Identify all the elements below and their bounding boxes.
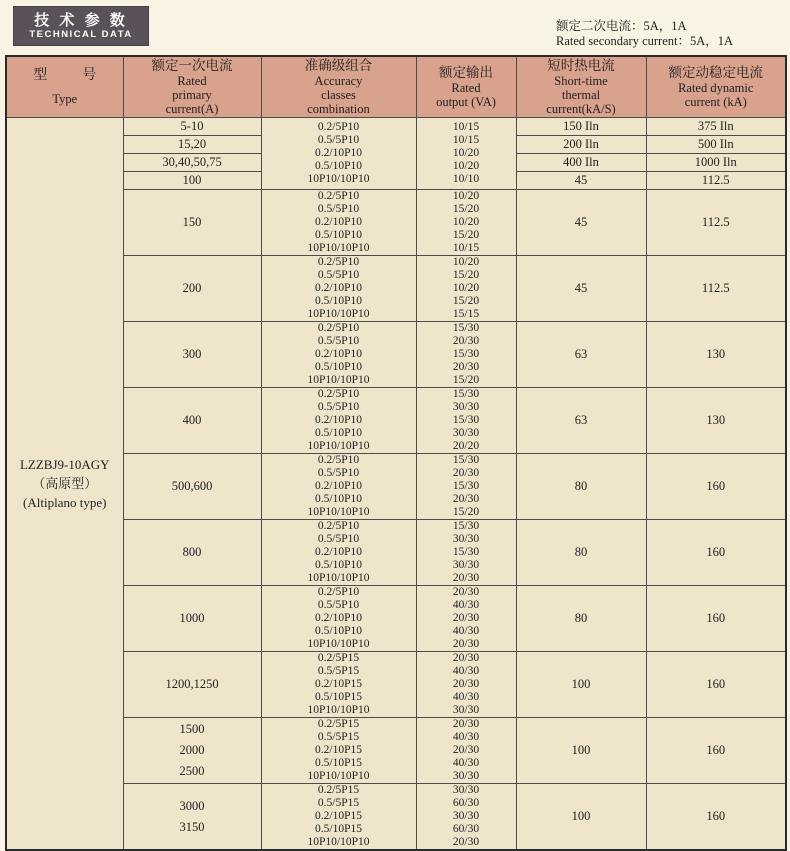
- accuracy-line: 10P10/10P10: [307, 572, 370, 584]
- thermal-current-cell: 45: [516, 172, 646, 190]
- output-line: 15/30: [452, 388, 480, 400]
- primary-line: 3150: [179, 819, 205, 834]
- primary-current-cell: [123, 322, 261, 388]
- accuracy-line: 0.2/10P15: [315, 810, 362, 822]
- dynamic-current-cell: 1000 Iln: [646, 154, 786, 172]
- primary-line: 150: [182, 215, 202, 229]
- header-line: current (kA): [684, 95, 747, 109]
- output-line: 30/30: [452, 559, 480, 571]
- table-row: [6, 454, 786, 520]
- output-line: 15/15: [452, 308, 480, 320]
- primary-current-cell: [123, 454, 261, 520]
- accuracy-line: 0.5/5P10: [317, 533, 360, 545]
- output-line: 20/30: [452, 744, 480, 756]
- type-line: LZZBJ9-10AGY: [19, 457, 110, 472]
- accuracy-line: 0.2/5P15: [317, 718, 360, 730]
- dynamic-current-cell: 375 Iln: [646, 118, 786, 136]
- primary-line: 400: [182, 413, 202, 427]
- col-header-accuracy-classes: [261, 56, 416, 118]
- output-line: 30/30: [452, 784, 480, 796]
- header-line: Accuracy: [314, 74, 363, 88]
- accuracy-line: 10P10/10P10: [307, 704, 370, 716]
- col-header-type-en: Type: [52, 92, 78, 106]
- accuracy-line: 0.2/5P15: [317, 784, 360, 796]
- thermal-current-cell: 80: [516, 454, 646, 520]
- primary-current-cell: [123, 520, 261, 586]
- output-line: 30/30: [452, 770, 480, 782]
- dynamic-current-cell: 160: [646, 586, 786, 652]
- output-cell: [416, 322, 516, 388]
- output-line: 20/30: [452, 335, 480, 347]
- type-line: （高原型）: [32, 476, 98, 491]
- output-line: 30/30: [452, 427, 480, 439]
- primary-current-cell: 100: [123, 172, 261, 190]
- thermal-current-cell: 63: [516, 322, 646, 388]
- accuracy-line: 0.2/5P15: [317, 652, 360, 664]
- primary-line: 500,600: [171, 479, 213, 493]
- accuracy-line: 0.2/10P10: [315, 414, 362, 426]
- table-row: [6, 322, 786, 388]
- output-line: 15/30: [452, 414, 480, 426]
- accuracy-line: 0.2/10P10: [315, 480, 362, 492]
- output-line: 10/15: [452, 134, 480, 146]
- primary-current-cell: [123, 586, 261, 652]
- header-line: 短时热电流: [547, 58, 615, 73]
- accuracy-line: 10P10/10P10: [307, 242, 370, 254]
- accuracy-line: 0.2/10P15: [315, 678, 362, 690]
- accuracy-line: 0.2/10P10: [315, 147, 362, 159]
- table-row: [6, 118, 786, 136]
- output-line: 15/30: [452, 480, 480, 492]
- primary-line: 800: [182, 545, 202, 559]
- output-line: 40/30: [452, 665, 480, 677]
- accuracy-line: 10P10/10P10: [307, 836, 370, 848]
- col-header-primary-current: [123, 56, 261, 118]
- output-line: 30/30: [452, 401, 480, 413]
- thermal-current-cell: 150 Iln: [516, 118, 646, 136]
- primary-line: 3000: [179, 798, 205, 813]
- header-line: Rated dynamic: [678, 81, 754, 95]
- output-line: 60/30: [452, 797, 480, 809]
- output-line: 20/30: [452, 638, 480, 650]
- accuracy-line: 0.5/5P10: [317, 335, 360, 347]
- primary-line: 2000: [179, 743, 205, 757]
- primary-current-cell: 15,20: [123, 136, 261, 154]
- dynamic-current-cell: 160: [646, 652, 786, 718]
- accuracy-line: 0.5/5P10: [317, 203, 360, 215]
- primary-line: 1500: [179, 722, 205, 736]
- output-line: 10/15: [452, 242, 480, 254]
- output-line: 20/30: [452, 586, 480, 598]
- technical-data-table: [5, 55, 787, 851]
- accuracy-line: 0.2/10P10: [315, 282, 362, 294]
- output-line: 20/30: [452, 572, 480, 584]
- table-row: [6, 520, 786, 586]
- header-line: 额定输出: [439, 65, 493, 80]
- accuracy-line: 10P10/10P10: [307, 506, 370, 518]
- output-line: 15/20: [452, 269, 480, 281]
- accuracy-cell: [261, 118, 416, 190]
- primary-current-cell: [123, 718, 261, 784]
- output-cell: [416, 388, 516, 454]
- accuracy-line: 0.5/5P10: [317, 269, 360, 281]
- accuracy-line: 0.2/5P10: [317, 454, 360, 466]
- accuracy-line: 0.5/5P15: [317, 797, 360, 809]
- primary-current-cell: [123, 652, 261, 718]
- accuracy-line: 10P10/10P10: [307, 440, 370, 452]
- dynamic-current-cell: 160: [646, 520, 786, 586]
- accuracy-cell: [261, 784, 416, 851]
- accuracy-line: 0.5/10P10: [315, 559, 362, 571]
- accuracy-line: 0.2/5P10: [317, 121, 360, 133]
- accuracy-line: 0.2/10P10: [315, 546, 362, 558]
- accuracy-line: 0.2/5P10: [317, 520, 360, 532]
- accuracy-line: 0.2/10P10: [315, 216, 362, 228]
- table-row: [6, 718, 786, 784]
- primary-current-cell: [123, 190, 261, 256]
- primary-current-cell: [123, 388, 261, 454]
- accuracy-line: 0.5/10P10: [315, 427, 362, 439]
- accuracy-line: 10P10/10P10: [307, 173, 370, 185]
- header-line: output (VA): [436, 95, 496, 109]
- accuracy-line: 0.5/5P15: [317, 665, 360, 677]
- primary-line: 2500: [179, 764, 205, 778]
- thermal-current-cell: 45: [516, 190, 646, 256]
- dynamic-current-cell: 160: [646, 718, 786, 784]
- accuracy-cell: [261, 718, 416, 784]
- dynamic-current-cell: 112.5: [646, 172, 786, 190]
- header-line: current(A): [165, 102, 219, 116]
- output-line: 15/30: [452, 546, 480, 558]
- accuracy-cell: [261, 520, 416, 586]
- thermal-current-cell: 100: [516, 652, 646, 718]
- accuracy-line: 0.5/10P10: [315, 493, 362, 505]
- output-cell: [416, 652, 516, 718]
- output-line: 30/30: [452, 810, 480, 822]
- accuracy-line: 0.2/5P10: [317, 388, 360, 400]
- output-line: 40/30: [452, 625, 480, 637]
- accuracy-line: 10P10/10P10: [307, 374, 370, 386]
- dynamic-current-cell: 130: [646, 322, 786, 388]
- table-row: [6, 256, 786, 322]
- output-line: 10/20: [452, 160, 480, 172]
- thermal-current-cell: 80: [516, 586, 646, 652]
- output-line: 10/15: [452, 121, 480, 133]
- accuracy-line: 0.5/10P15: [315, 823, 362, 835]
- dynamic-current-cell: 112.5: [646, 256, 786, 322]
- primary-line: 200: [182, 281, 202, 295]
- accuracy-line: 0.2/10P15: [315, 744, 362, 756]
- table-body: [6, 118, 786, 851]
- col-header-thermal-current: [516, 56, 646, 118]
- output-line: 15/30: [452, 348, 480, 360]
- note-line-en: Rated secondary current：5A，1A: [556, 34, 734, 48]
- accuracy-line: 0.5/10P15: [315, 757, 362, 769]
- thermal-current-cell: 63: [516, 388, 646, 454]
- output-cell: [416, 718, 516, 784]
- output-line: 15/20: [452, 203, 480, 215]
- output-line: 40/30: [452, 731, 480, 743]
- output-cell: [416, 784, 516, 851]
- output-line: 10/10: [452, 173, 480, 185]
- thermal-current-cell: 100: [516, 784, 646, 851]
- thermal-current-cell: 80: [516, 520, 646, 586]
- table-row: [6, 190, 786, 256]
- accuracy-cell: [261, 586, 416, 652]
- output-line: 60/30: [452, 823, 480, 835]
- accuracy-line: 10P10/10P10: [307, 770, 370, 782]
- accuracy-line: 0.5/10P10: [315, 160, 362, 172]
- accuracy-line: 0.2/10P10: [315, 348, 362, 360]
- output-line: 20/30: [452, 836, 480, 848]
- type-cell: [6, 118, 123, 851]
- thermal-current-cell: 100: [516, 718, 646, 784]
- output-line: 20/30: [452, 493, 480, 505]
- output-line: 30/30: [452, 533, 480, 545]
- output-line: 15/30: [452, 322, 480, 334]
- col-header-type-zh: 型 号: [33, 68, 97, 83]
- dynamic-current-cell: 160: [646, 784, 786, 851]
- header-line: 额定一次电流: [151, 58, 233, 73]
- header-line: combination: [307, 102, 370, 116]
- header-line: Short-time: [554, 74, 608, 88]
- thermal-current-cell: 200 Iln: [516, 136, 646, 154]
- output-line: 40/30: [452, 691, 480, 703]
- output-line: 20/30: [452, 652, 480, 664]
- accuracy-line: 0.5/10P15: [315, 691, 362, 703]
- output-line: 20/30: [452, 612, 480, 624]
- header-line: Rated: [177, 74, 207, 88]
- header-line: current(kA/S): [546, 102, 616, 116]
- badge-title-zh: 技 术 参 数: [34, 12, 128, 29]
- output-line: 15/20: [452, 295, 480, 307]
- table-row: [6, 586, 786, 652]
- accuracy-line: 0.5/5P10: [317, 134, 360, 146]
- output-line: 30/30: [452, 704, 480, 716]
- dynamic-current-cell: 112.5: [646, 190, 786, 256]
- primary-current-cell: 30,40,50,75: [123, 154, 261, 172]
- output-line: 10/20: [452, 282, 480, 294]
- accuracy-line: 0.5/10P10: [315, 229, 362, 241]
- output-line: 15/20: [452, 229, 480, 241]
- accuracy-cell: [261, 454, 416, 520]
- accuracy-line: 0.5/5P15: [317, 731, 360, 743]
- header-line: 额定动稳定电流: [668, 65, 763, 80]
- primary-current-cell: [123, 784, 261, 851]
- accuracy-line: 0.2/5P10: [317, 256, 360, 268]
- type-line: (Altiplano type): [23, 495, 107, 510]
- technical-data-badge: [14, 7, 148, 45]
- primary-line: 300: [182, 347, 202, 361]
- primary-current-cell: 5-10: [123, 118, 261, 136]
- accuracy-cell: [261, 256, 416, 322]
- accuracy-line: 0.2/5P10: [317, 586, 360, 598]
- primary-line: 1000: [179, 611, 205, 625]
- output-line: 40/30: [452, 599, 480, 611]
- primary-current-cell: [123, 256, 261, 322]
- table-row: [6, 652, 786, 718]
- output-line: 20/30: [452, 361, 480, 373]
- output-line: 10/20: [452, 256, 480, 268]
- header-line: 准确级组合: [304, 58, 373, 73]
- output-cell: [416, 256, 516, 322]
- output-line: 10/20: [452, 147, 480, 159]
- accuracy-line: 0.5/5P10: [317, 401, 360, 413]
- accuracy-cell: [261, 322, 416, 388]
- output-line: 10/20: [452, 190, 480, 202]
- accuracy-line: 10P10/10P10: [307, 638, 370, 650]
- accuracy-line: 0.5/5P10: [317, 599, 360, 611]
- output-line: 20/20: [452, 440, 480, 452]
- output-line: 15/30: [452, 520, 480, 532]
- output-line: 10/20: [452, 216, 480, 228]
- output-line: 20/30: [452, 718, 480, 730]
- accuracy-cell: [261, 190, 416, 256]
- col-header-dynamic-current: [646, 56, 786, 118]
- accuracy-line: 0.5/10P10: [315, 625, 362, 637]
- accuracy-cell: [261, 652, 416, 718]
- accuracy-line: 10P10/10P10: [307, 308, 370, 320]
- rated-secondary-current-note: [556, 19, 733, 49]
- thermal-current-cell: 400 Iln: [516, 154, 646, 172]
- header-line: classes: [321, 88, 356, 102]
- output-cell: [416, 118, 516, 190]
- dynamic-current-cell: 160: [646, 454, 786, 520]
- dynamic-current-cell: 500 Iln: [646, 136, 786, 154]
- thermal-current-cell: 45: [516, 256, 646, 322]
- output-line: 20/30: [452, 467, 480, 479]
- output-cell: [416, 190, 516, 256]
- accuracy-line: 0.5/10P10: [315, 295, 362, 307]
- output-cell: [416, 454, 516, 520]
- accuracy-cell: [261, 388, 416, 454]
- accuracy-line: 0.2/10P10: [315, 612, 362, 624]
- output-line: 15/30: [452, 454, 480, 466]
- output-line: 20/30: [452, 678, 480, 690]
- output-line: 15/20: [452, 506, 480, 518]
- accuracy-line: 0.2/5P10: [317, 190, 360, 202]
- output-cell: [416, 520, 516, 586]
- accuracy-line: 0.5/10P10: [315, 361, 362, 373]
- primary-line: 1200,1250: [165, 677, 219, 691]
- header-line: Rated: [451, 81, 481, 95]
- output-line: 15/20: [452, 374, 480, 386]
- header-line: primary: [172, 88, 212, 102]
- output-cell: [416, 586, 516, 652]
- dynamic-current-cell: 130: [646, 388, 786, 454]
- accuracy-line: 0.2/5P10: [317, 322, 360, 334]
- table-header-row: [6, 56, 786, 118]
- note-line-zh: 额定二次电流：5A，1A: [556, 19, 687, 33]
- accuracy-line: 0.5/5P10: [317, 467, 360, 479]
- header-line: thermal: [561, 88, 601, 102]
- col-header-type: [6, 56, 123, 118]
- output-line: 40/30: [452, 757, 480, 769]
- badge-title-en: TECHNICAL DATA: [29, 29, 133, 40]
- col-header-rated-output: [416, 56, 516, 118]
- table-row: [6, 784, 786, 851]
- table-row: [6, 388, 786, 454]
